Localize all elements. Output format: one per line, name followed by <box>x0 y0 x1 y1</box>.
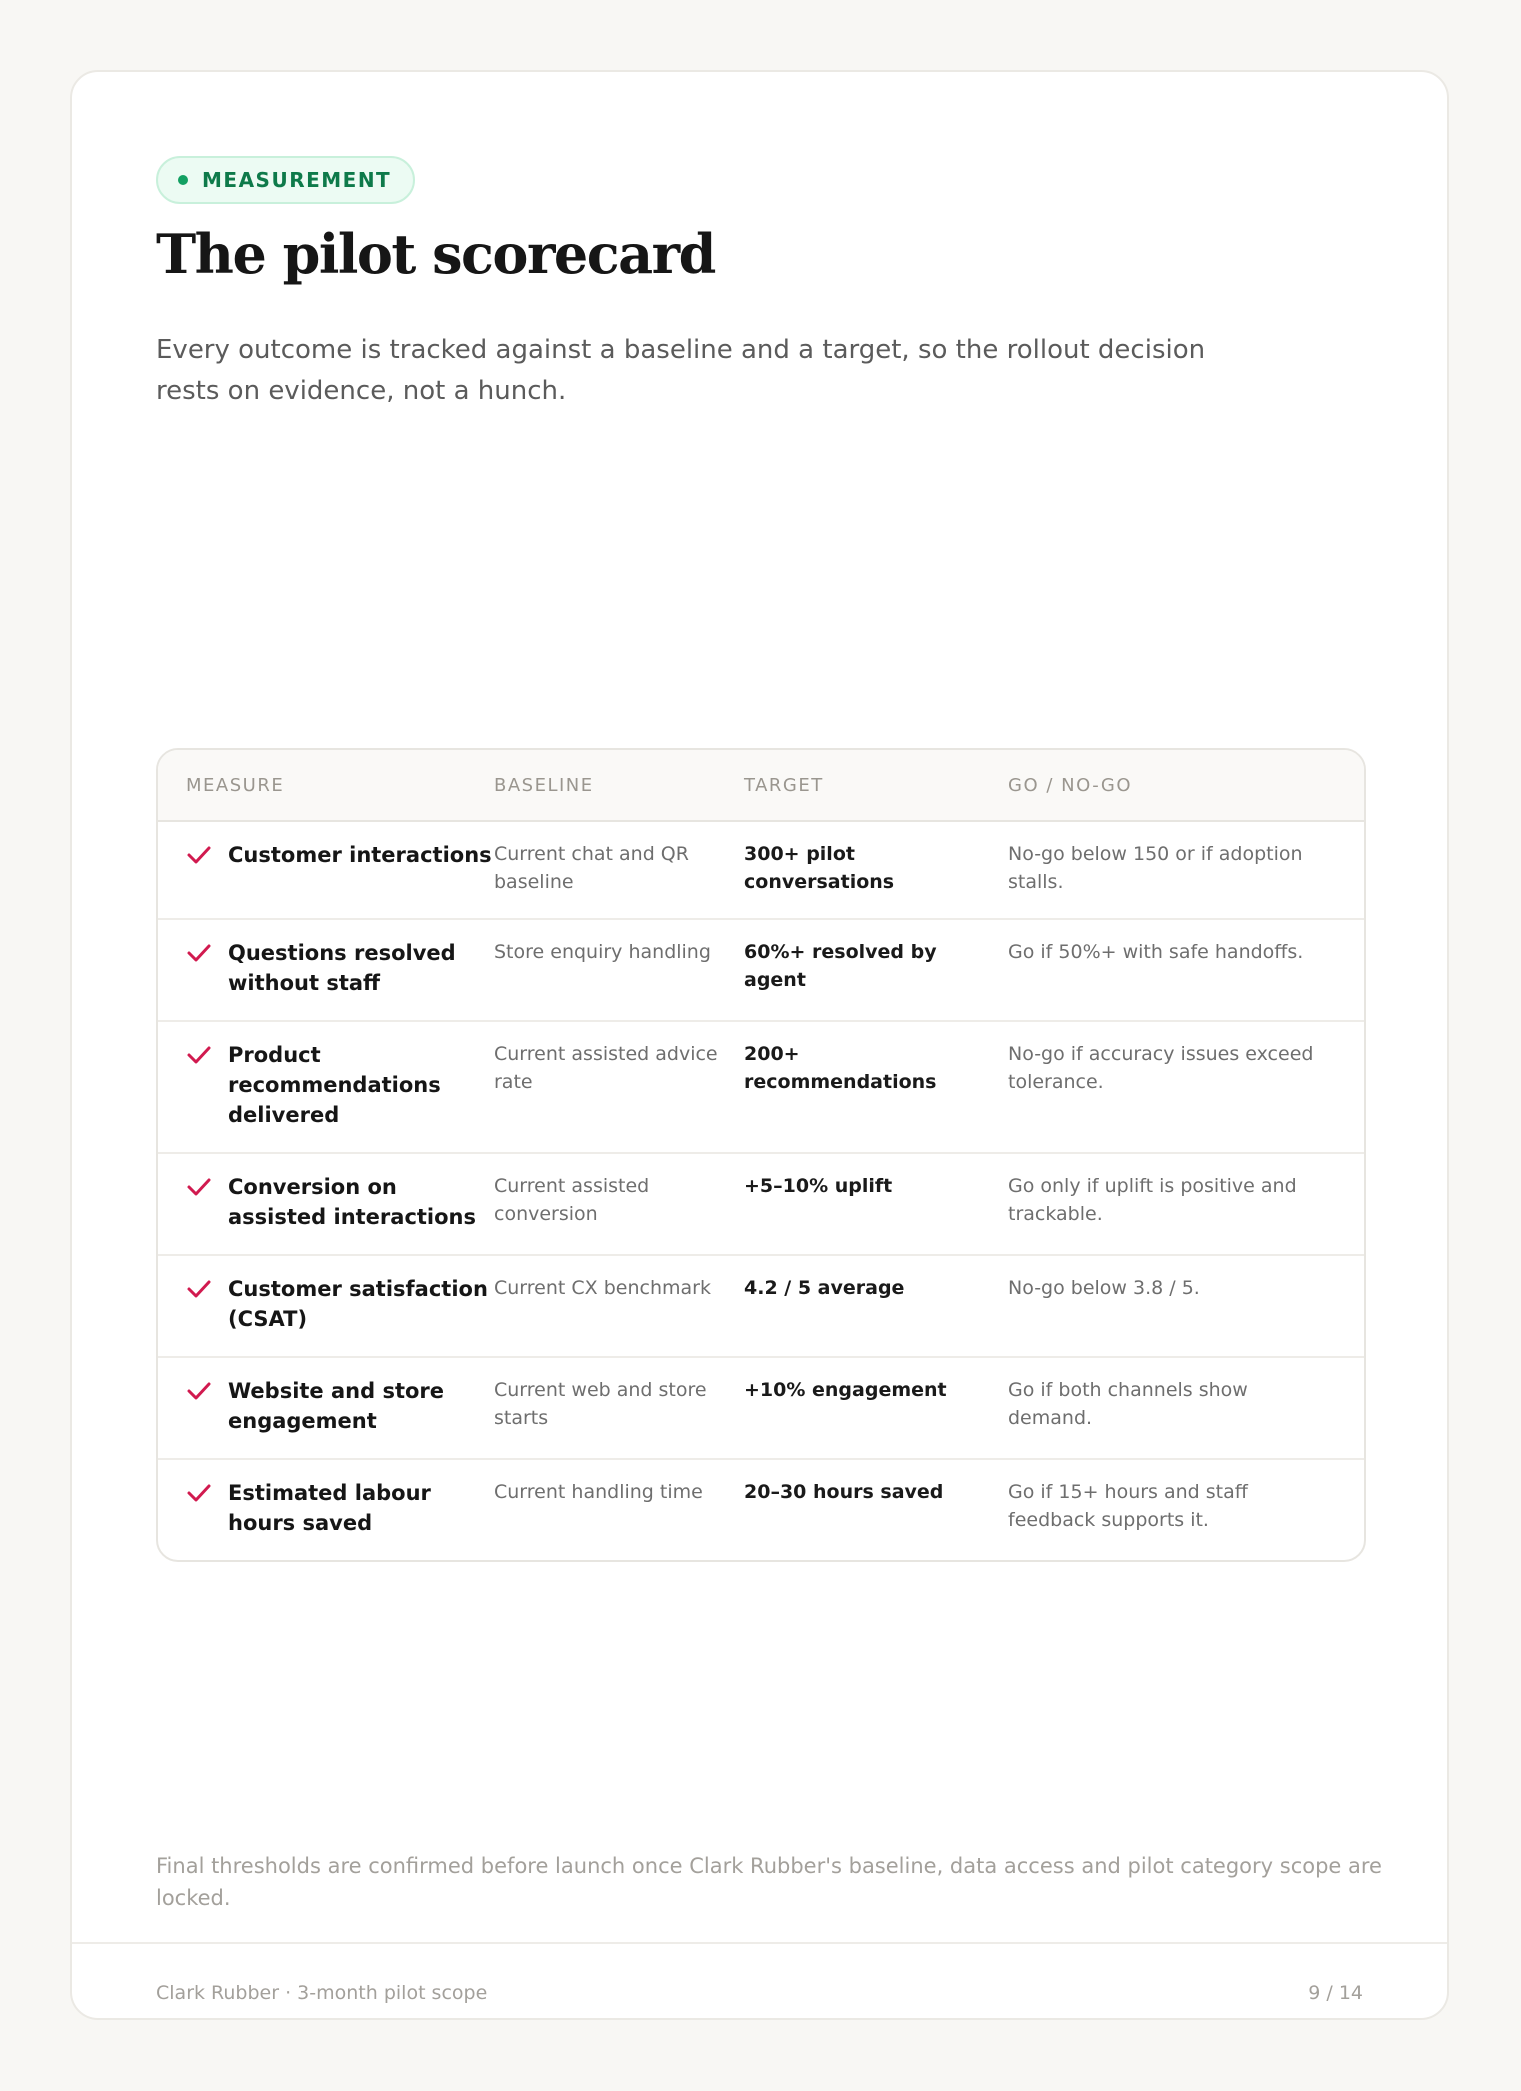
go-no-go-cell: Go if both channels show demand. <box>1008 1379 1248 1429</box>
page-number: 9 / 14 <box>1308 1982 1363 2004</box>
check-icon <box>186 1482 212 1504</box>
baseline-cell: Store enquiry handling <box>494 941 711 963</box>
footnote: Final thresholds are confirmed before launch once Clark Rubber's baseline, data access and pilot category scope are locked. <box>156 1854 1382 1910</box>
go-no-go-cell: Go if 15+ hours and staff feedback supports it. <box>1008 1481 1248 1531</box>
target-cell: 200+ recommendations <box>744 1043 937 1093</box>
go-no-go-cell: Go if 50%+ with safe handoffs. <box>1008 941 1304 963</box>
table-row <box>158 822 1364 920</box>
baseline-cell: Current assisted conversion <box>494 1175 650 1225</box>
target-cell: +5–10% uplift <box>744 1175 893 1197</box>
header-measure: MEASURE <box>186 774 285 796</box>
badge-label: MEASUREMENT <box>202 168 392 192</box>
check-icon <box>186 1278 212 1300</box>
measure-name: Estimated labour hours saved <box>228 1481 431 1535</box>
section-badge <box>156 156 415 204</box>
table-row <box>158 1460 1364 1560</box>
baseline-cell: Current chat and QR baseline <box>494 843 689 893</box>
dot-icon <box>178 175 188 185</box>
check-icon <box>186 1176 212 1198</box>
baseline-cell: Current assisted advice rate <box>494 1043 718 1093</box>
measure-name: Customer satisfaction (CSAT) <box>228 1277 488 1331</box>
footer-divider <box>72 1942 1447 1944</box>
baseline-cell: Current CX benchmark <box>494 1277 711 1299</box>
header-baseline: BASELINE <box>494 774 594 796</box>
measure-name: Customer interactions <box>228 843 492 867</box>
go-no-go-cell: No-go if accuracy issues exceed tolerance. <box>1008 1043 1314 1093</box>
check-icon <box>186 1044 212 1066</box>
header-go-no-go: GO / NO-GO <box>1008 774 1133 796</box>
go-no-go-cell: No-go below 3.8 / 5. <box>1008 1277 1200 1299</box>
intro-text: Every outcome is tracked against a baseline and a target, so the rollout decision rests on evidence, not a hunch. <box>156 335 1206 406</box>
table-header <box>158 750 1364 822</box>
page-title: The pilot scorecard <box>156 222 715 286</box>
scorecard-table <box>156 748 1366 1562</box>
target-cell: 60%+ resolved by agent <box>744 941 937 991</box>
table-row <box>158 1022 1364 1154</box>
table-row <box>158 1154 1364 1256</box>
target-cell: 4.2 / 5 average <box>744 1277 905 1299</box>
target-cell: 300+ pilot conversations <box>744 843 895 893</box>
table-row <box>158 1256 1364 1358</box>
footer-caption: Clark Rubber · 3-month pilot scope <box>156 1982 488 2004</box>
go-no-go-cell: No-go below 150 or if adoption stalls. <box>1008 843 1303 893</box>
target-cell: +10% engagement <box>744 1379 947 1401</box>
measure-name: Questions resolved without staff <box>228 941 456 995</box>
table-row <box>158 920 1364 1022</box>
check-icon <box>186 1380 212 1402</box>
target-cell: 20–30 hours saved <box>744 1481 944 1503</box>
check-icon <box>186 844 212 866</box>
measure-name: Product recommendations delivered <box>228 1043 441 1127</box>
table-row <box>158 1358 1364 1460</box>
measure-name: Website and store engagement <box>228 1379 445 1433</box>
measure-name: Conversion on assisted interactions <box>228 1175 477 1229</box>
check-icon <box>186 942 212 964</box>
baseline-cell: Current web and store starts <box>494 1379 707 1429</box>
baseline-cell: Current handling time <box>494 1481 703 1503</box>
header-target: TARGET <box>744 774 824 796</box>
go-no-go-cell: Go only if uplift is positive and trackable. <box>1008 1175 1297 1225</box>
slide-card <box>70 70 1449 2020</box>
